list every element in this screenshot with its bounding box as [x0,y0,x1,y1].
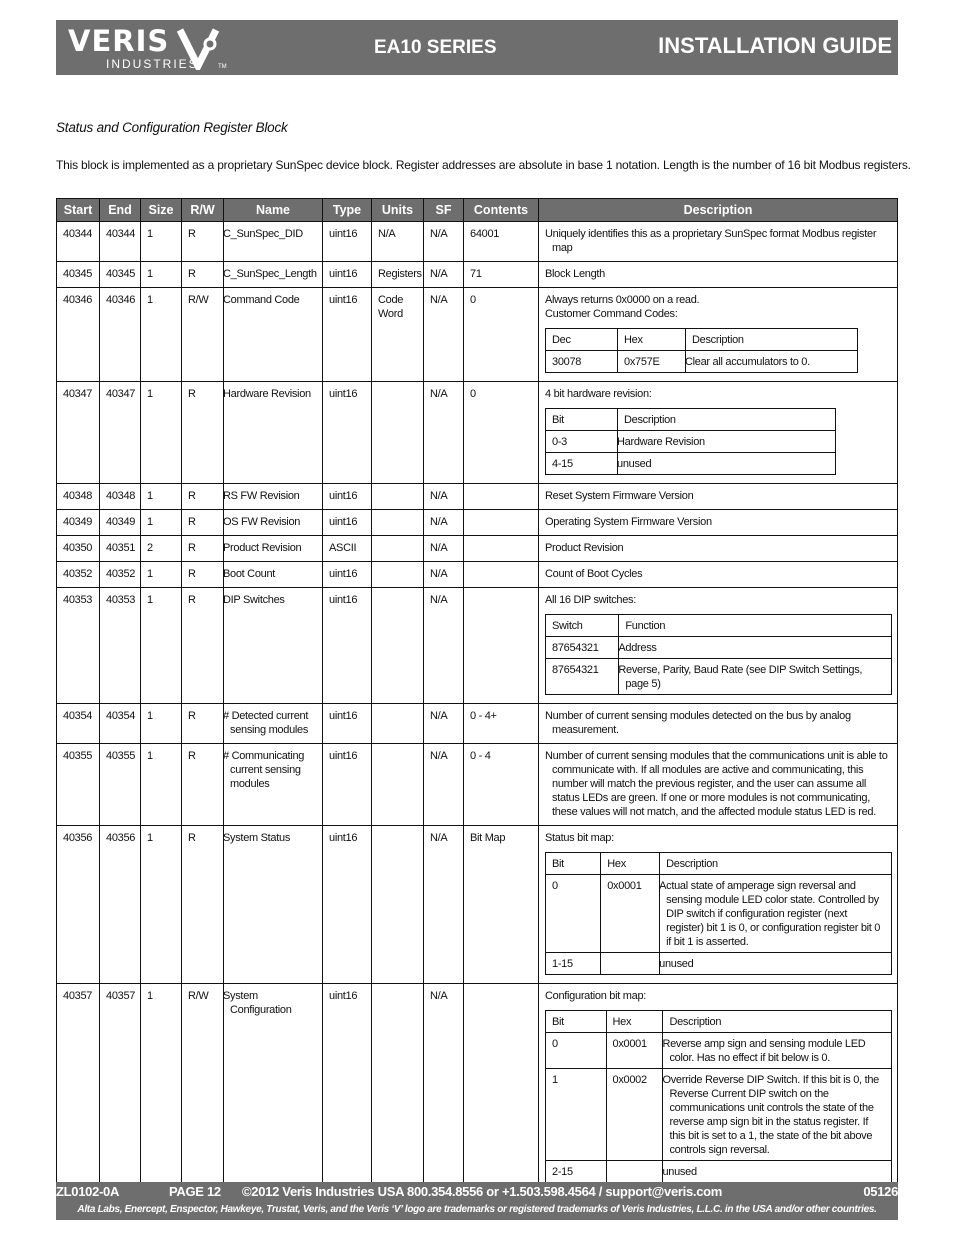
sub-cell: 0x0002 [606,1069,663,1161]
cell-type: uint16 [323,744,372,826]
sub-cell: 0x0001 [601,875,660,953]
sub-header-cell: Description [660,853,892,875]
description-text: Always returns 0x0000 on a read. [545,294,700,306]
description-text: Configuration bit map: [545,990,647,1002]
intro-text: This block is implemented as a proprietary SunSpec device block. Register addresses are absolute in base 1 notation. Length is the number of 16 bit Modbus registers. [56,158,911,172]
cell-units [372,744,424,826]
register-table [56,198,898,1192]
cell-start: 40344 [57,222,100,262]
cell-end: 40345 [100,262,141,288]
description-text: Reset System Firmware Version [545,490,694,502]
sub-header-cell: Dec [546,329,618,351]
series-title: EA10 SERIES [374,37,497,58]
cell-rw: R [182,222,224,262]
cell-rw: R/W [182,984,224,1192]
cell-size: 1 [141,826,182,984]
sub-cell: unused [618,453,836,475]
cell-sf: N/A [424,222,464,262]
cell-name: OS FW Revision [224,510,323,536]
cell-contents [464,588,539,704]
cell-size: 1 [141,704,182,744]
sub-cell: 87654321 [546,637,619,659]
sub-cell: Reverse amp sign and sensing module LED color. Has no effect if bit below is 0. [663,1033,892,1069]
table-row [57,588,898,704]
cell-type: ASCII [323,536,372,562]
cell-size: 1 [141,984,182,1192]
cell-sf: N/A [424,704,464,744]
cell-contents: 71 [464,262,539,288]
table-row [57,744,898,826]
doc-number: ZL0102-0A [56,1184,120,1199]
cell-sf: N/A [424,484,464,510]
sub-table [545,1010,892,1183]
sub-cell: Reverse, Parity, Baud Rate (see DIP Switch Settings, page 5) [619,659,892,695]
sub-cell: 1 [546,1069,607,1161]
sub-header-cell: Bit [546,409,618,431]
cell-contents [464,536,539,562]
cell-rw: R [182,382,224,484]
cell-contents: 0 - 4+ [464,704,539,744]
cell-desc [539,484,898,510]
cell-start: 40352 [57,562,100,588]
sub-table-row [546,875,892,953]
cell-type: uint16 [323,562,372,588]
sub-header-cell: Bit [546,1011,607,1033]
cell-desc [539,288,898,382]
cell-size: 1 [141,262,182,288]
logo-subtitle: INDUSTRIES [106,57,199,71]
sub-cell: Hardware Revision [618,431,836,453]
cell-size: 1 [141,288,182,382]
cell-start: 40347 [57,382,100,484]
cell-size: 1 [141,222,182,262]
cell-contents: 0 [464,382,539,484]
col-end: End [100,199,141,222]
table-row [57,510,898,536]
trademark-notice: Alta Labs, Enercept, Enspector, Hawkeye, Trustat, Veris, and the Veris ‘V’ logo are trademarks or registered trademarks of Veris Industries, L.L.C. in the USA and/or other countries. [77,1204,877,1215]
table-header-row [57,199,898,222]
cell-name: Product Revision [224,536,323,562]
cell-contents: 0 [464,288,539,382]
cell-units [372,510,424,536]
cell-end: 40354 [100,704,141,744]
cell-units: Registers [372,262,424,288]
sub-table-row [546,1033,892,1069]
cell-end: 40346 [100,288,141,382]
sub-header-cell: Switch [546,615,619,637]
logo-tm: TM [218,64,227,70]
cell-size: 1 [141,562,182,588]
cell-rw: R [182,510,224,536]
sub-header-cell: Function [619,615,892,637]
cell-type: uint16 [323,826,372,984]
cell-desc [539,588,898,704]
veris-logo [66,26,236,71]
table-row [57,536,898,562]
cell-start: 40350 [57,536,100,562]
cell-end: 40344 [100,222,141,262]
cell-start: 40355 [57,744,100,826]
cell-desc [539,510,898,536]
description-text: Number of current sensing modules detected on the bus by analog measurement. [545,710,851,736]
cell-rw: R [182,484,224,510]
cell-units [372,984,424,1192]
cell-sf: N/A [424,510,464,536]
sub-table-row [546,659,892,695]
sub-header-cell: Hex [606,1011,663,1033]
sub-table [545,852,892,975]
cell-name: System Configuration [224,984,323,1192]
cell-rw: R [182,536,224,562]
sub-cell: Actual state of amperage sign reversal and sensing module LED color state. Controlled by DIP switch if configuration register (next register) bit 1 is 0, or configuration register bit 0 if bit 1 is asserted. [660,875,892,953]
sub-table-row [546,1161,892,1183]
cell-desc [539,744,898,826]
cell-sf: N/A [424,288,464,382]
cell-type: uint16 [323,262,372,288]
cell-desc [539,382,898,484]
cell-type: uint16 [323,382,372,484]
col-description: Description [539,199,898,222]
cell-units [372,588,424,704]
cell-size: 1 [141,382,182,484]
description-text: Product Revision [545,542,624,554]
sub-table-row [546,953,892,975]
description-text: Operating System Firmware Version [545,516,712,528]
sub-table-header [546,1011,892,1033]
cell-rw: R [182,562,224,588]
sub-cell: 0x0001 [606,1033,663,1069]
cell-units [372,484,424,510]
cell-contents [464,984,539,1192]
guide-title: INSTALLATION GUIDE [658,33,892,58]
cell-start: 40357 [57,984,100,1192]
col-type: Type [323,199,372,222]
cell-name: Boot Count [224,562,323,588]
logo-word: VERIS [68,24,170,58]
cell-start: 40349 [57,510,100,536]
cell-type: uint16 [323,288,372,382]
cell-sf: N/A [424,562,464,588]
sub-header-cell: Description [686,329,858,351]
cell-start: 40356 [57,826,100,984]
cell-sf: N/A [424,744,464,826]
description-text: Status bit map: [545,832,614,844]
col-contents: Contents [464,199,539,222]
col-start: Start [57,199,100,222]
table-row [57,826,898,984]
cell-rw: R [182,262,224,288]
cell-end: 40356 [100,826,141,984]
cell-contents [464,484,539,510]
cell-desc [539,984,898,1192]
cell-type: uint16 [323,484,372,510]
cell-rw: R [182,744,224,826]
col-size: Size [141,199,182,222]
sub-cell: Address [619,637,892,659]
cell-units: N/A [372,222,424,262]
cell-units [372,826,424,984]
cell-units [372,704,424,744]
cell-start: 40346 [57,288,100,382]
col-name: Name [224,199,323,222]
sub-table-row [546,637,892,659]
cell-sf: N/A [424,262,464,288]
sub-cell: 0-3 [546,431,618,453]
cell-name: # Communicating current sensing modules [224,744,323,826]
sub-table [545,328,858,373]
description-text: Count of Boot Cycles [545,568,643,580]
cell-sf: N/A [424,382,464,484]
cell-end: 40355 [100,744,141,826]
cell-size: 2 [141,536,182,562]
cell-type: uint16 [323,704,372,744]
cell-name: # Detected current sensing modules [224,704,323,744]
cell-start: 40353 [57,588,100,704]
cell-name: C_SunSpec_DID [224,222,323,262]
cell-rw: R [182,588,224,704]
cell-units [372,382,424,484]
table-row [57,382,898,484]
cell-desc [539,826,898,984]
doc-code: 05126 [863,1184,898,1199]
description-text: 4 bit hardware revision: [545,388,652,400]
cell-type: uint16 [323,222,372,262]
sub-cell: 0 [546,875,601,953]
sub-table-header [546,329,858,351]
description-text: All 16 DIP switches: [545,594,637,606]
cell-start: 40348 [57,484,100,510]
col-sf: SF [424,199,464,222]
sub-header-cell: Bit [546,853,601,875]
sub-header-cell: Description [663,1011,892,1033]
page-footer [56,1182,898,1220]
cell-rw: R [182,826,224,984]
cell-size: 1 [141,588,182,704]
sub-cell [601,953,660,975]
sub-cell: 2-15 [546,1161,607,1183]
cell-size: 1 [141,510,182,536]
cell-units [372,562,424,588]
sub-cell: unused [660,953,892,975]
cell-name: System Status [224,826,323,984]
cell-desc [539,704,898,744]
cell-units [372,536,424,562]
cell-size: 1 [141,484,182,510]
cell-end: 40351 [100,536,141,562]
cell-end: 40347 [100,382,141,484]
sub-cell: 4-15 [546,453,618,475]
table-row [57,704,898,744]
cell-type: uint16 [323,984,372,1192]
sub-cell: Override Reverse DIP Switch. If this bit is 0, the Reverse Current DIP switch on the communications unit controls the state of the reverse amp sign bit in the status register. If this bit is set to a 1, the state of the bit above controls sign reversal. [663,1069,892,1161]
table-row [57,484,898,510]
table-row [57,262,898,288]
description-text: Number of current sensing modules that the communications unit is able to communicate with. If all modules are active and communicating, this number will match the previous register, and the user can assume all status LEDs are green. If one or more modules is not communicating, these values will not match, and the affected module status LED is red. [545,750,888,818]
description-text: Uniquely identifies this as a proprietary SunSpec format Modbus register map [545,228,877,254]
cell-contents: 0 - 4 [464,744,539,826]
description-text: Block Length [545,268,605,280]
page-number: PAGE 12 [169,1184,221,1199]
sub-table [545,614,892,695]
sub-header-cell: Hex [601,853,660,875]
table-row [57,984,898,1192]
cell-contents [464,562,539,588]
cell-sf: N/A [424,826,464,984]
sub-table [545,408,836,475]
page-header [56,20,898,75]
sub-header-cell: Hex [618,329,686,351]
sub-table-row [546,431,836,453]
section-title: Status and Configuration Register Block [56,120,288,135]
cell-end: 40352 [100,562,141,588]
cell-name: DIP Switches [224,588,323,704]
sub-table-row [546,351,858,373]
sub-cell: unused [663,1161,892,1183]
cell-start: 40345 [57,262,100,288]
contact-info: ©2012 Veris Industries USA 800.354.8556 or +1.503.598.4564 / support@veris.com [242,1184,723,1199]
table-row [57,562,898,588]
sub-cell: 0 [546,1033,607,1069]
cell-contents [464,510,539,536]
sub-table-row [546,453,836,475]
table-row [57,288,898,382]
cell-type: uint16 [323,588,372,704]
sub-cell: 0x757E [618,351,686,373]
cell-sf: N/A [424,984,464,1192]
col-units: Units [372,199,424,222]
sub-header-cell: Description [618,409,836,431]
sub-cell: 30078 [546,351,618,373]
sub-table-row [546,1069,892,1161]
cell-contents: Bit Map [464,826,539,984]
cell-sf: N/A [424,536,464,562]
cell-end: 40353 [100,588,141,704]
description-text-2: Customer Command Codes: [545,308,678,320]
cell-desc [539,562,898,588]
cell-start: 40354 [57,704,100,744]
cell-desc [539,536,898,562]
cell-end: 40349 [100,510,141,536]
cell-name: RS FW Revision [224,484,323,510]
cell-sf: N/A [424,588,464,704]
sub-cell: Clear all accumulators to 0. [686,351,858,373]
sub-table-header [546,853,892,875]
cell-size: 1 [141,744,182,826]
sub-table-header [546,615,892,637]
cell-end: 40357 [100,984,141,1192]
cell-units: Code Word [372,288,424,382]
cell-name: C_SunSpec_Length [224,262,323,288]
cell-rw: R [182,704,224,744]
cell-type: uint16 [323,510,372,536]
col-rw: R/W [182,199,224,222]
sub-cell: 1-15 [546,953,601,975]
cell-name: Command Code [224,288,323,382]
cell-desc [539,222,898,262]
cell-name: Hardware Revision [224,382,323,484]
table-row [57,222,898,262]
sub-table-header [546,409,836,431]
cell-contents: 64001 [464,222,539,262]
cell-end: 40348 [100,484,141,510]
cell-desc [539,262,898,288]
sub-cell [606,1161,663,1183]
sub-cell: 87654321 [546,659,619,695]
cell-rw: R/W [182,288,224,382]
